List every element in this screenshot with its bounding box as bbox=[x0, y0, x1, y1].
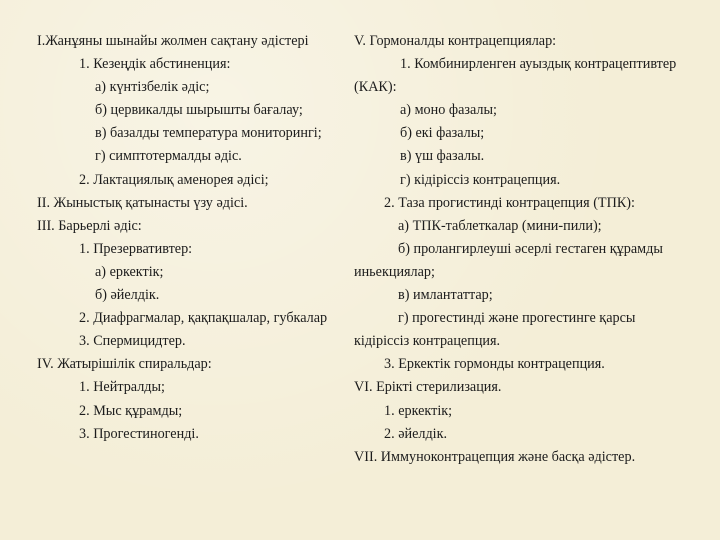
list-item: 1. еркектік; bbox=[384, 402, 453, 419]
list-item bbox=[37, 307, 362, 330]
list-subitem: б) пролангирлеушi әсерлі гестаген құрамды иньекциялар; bbox=[354, 240, 663, 280]
list-subitem: г) симптотермалды әдіс. bbox=[95, 148, 242, 165]
section-heading: V. Гормоналды контрацепциялар: bbox=[354, 33, 557, 49]
list-item: 3. Еркектік гормонды контрацепция. bbox=[384, 356, 605, 373]
list-item: 2. Мыс құрамды; bbox=[79, 402, 183, 419]
list-subitem: а) күнтізбелік әдіс; bbox=[95, 79, 210, 96]
list-item: 2. әйелдік. bbox=[384, 425, 448, 442]
list-subitem: б) цервикалды шырышты бағалау; bbox=[95, 102, 303, 119]
section-heading: III. Барьерлі әдіс: bbox=[37, 217, 142, 234]
list-subitem: а) еркектік; bbox=[95, 263, 164, 280]
section-heading: IV. Жатырішілік спиральдар: bbox=[37, 356, 212, 373]
list-item: 1. Нейтралды; bbox=[79, 379, 165, 396]
list-item: 1. Кезеңдік абстиненция: bbox=[79, 56, 231, 73]
list-subitem: а) моно фазалы; bbox=[400, 102, 497, 119]
list-item: 3. Прогестиногенді. bbox=[79, 425, 199, 442]
list-item: 3. Спермицидтер. bbox=[79, 333, 186, 350]
list-subitem: а) ТПК-таблеткалар (мини-пили); bbox=[398, 217, 602, 234]
list-item: 2. Таза прогистинді контрацепция (ТПК): bbox=[384, 194, 635, 211]
list-subitem: в) имлантаттар; bbox=[398, 287, 493, 304]
list-subitem: в) базалды температура мониторингі; bbox=[95, 125, 322, 142]
list-subitem: б) әйелдік. bbox=[95, 287, 160, 304]
list-subitem: г) прогестинді және прогестинге қарсы кідіріссіз контрацепция. bbox=[354, 310, 636, 350]
list-subitem: в) үш фазалы. bbox=[400, 148, 485, 165]
list-item-text: 2. Диафрагмалар, қақпақшалар, губкалар bbox=[79, 310, 328, 327]
right-column bbox=[354, 30, 679, 469]
section-heading: VII. Иммуноконтрацепция және басқа әдістер. bbox=[354, 448, 636, 465]
list-item: 1. Презервативтер: bbox=[79, 240, 193, 257]
section-heading: I.Жанұяны шынайы жолмен сақтану әдістері bbox=[37, 33, 309, 49]
left-column bbox=[37, 30, 362, 446]
list-subitem: г) кідіріссіз контрацепция. bbox=[400, 171, 561, 188]
list-item: 1. Комбинирленген ауыздық контрацептивтер (КАК): bbox=[354, 56, 677, 96]
section-heading: VI. Ерікті стерилизация. bbox=[354, 379, 502, 396]
section-heading: II. Жыныстық қатынасты үзу әдісі. bbox=[37, 194, 248, 211]
list-item: 2. Лактациялық аменорея әдісі; bbox=[79, 171, 269, 188]
list-subitem: б) екі фазалы; bbox=[400, 125, 485, 142]
